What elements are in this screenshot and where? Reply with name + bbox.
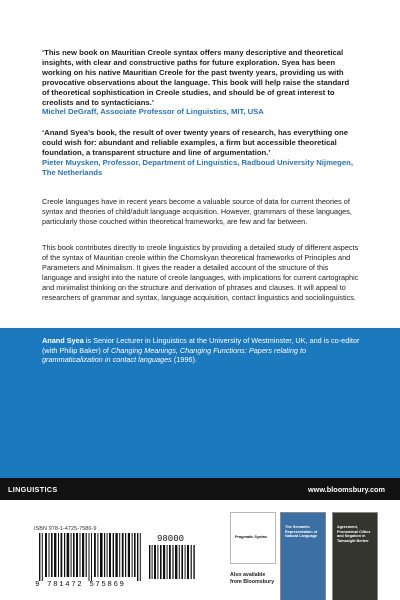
isbn-label: ISBN 978-1-4725-7586-9 — [34, 526, 97, 532]
related-book-title: Agreement, Pronominal Clitics and Negation in Tamazight Berber — [337, 525, 371, 543]
quote-text: ‘This new book on Mauritian Creole syntax offers many descriptive and theoretical insights, with clear and constructive paths for future exploration. Syea has been working on his native Mauritian Creole for the past twenty years, providing us with provocative observations about the language. This book will help raise the standard of theoretical sophistication in Creole studies, and should be of great interest to creolists and to syntacticians.’ — [42, 48, 350, 107]
barcode-digits: 9 781472 575869 — [35, 581, 126, 589]
review-quote-1 — [42, 48, 356, 117]
also-available-line-1: Also available — [230, 572, 266, 578]
barcode — [33, 533, 207, 591]
related-book-1[interactable] — [230, 512, 276, 564]
quote-text: ‘Anand Syea’s book, the result of over twenty years of research, has everything one could wish for: abundant and reliable examples, a firm but accessible theoretical foundation, a transparent structure and line of argumentation.’ — [42, 128, 349, 157]
description-paragraph-1: Creole languages have in recent years become a valuable source of data for current theories of syntax and theories of child/adult language acquisition. However, grammars of these languages, particularly those couched within theoretical frameworks, are few and far between. — [42, 197, 352, 226]
review-quote-2 — [42, 128, 356, 178]
related-book-title: Pragmatic Syntax — [235, 535, 267, 539]
publisher-url[interactable]: www.bloomsbury.com — [307, 485, 385, 494]
author-bio-end: (1996). — [171, 355, 197, 365]
also-available-label — [230, 572, 274, 586]
related-book-2[interactable] — [280, 512, 326, 600]
barcode-price-code: 98000 — [157, 534, 185, 544]
category-label: LINGUISTICS — [8, 485, 58, 494]
edited-book-title: Changing Meanings, Changing Functions: Papers relating to grammaticalization in contact languages — [42, 345, 307, 365]
description-paragraph-2: This book contributes directly to creole linguistics by providing a detailed study of different aspects of the syntax of Mauritian creole within the Chomskyan theoretical frameworks of Principles and Parameters and Minimalism. It gives the reader a detailed account of the structure of this language and insight into the nature of creole languages, with implications for current cartographic and minimalist thinking on the structure and derivation of phrases and clauses. It will appeal to researchers of grammar and syntax, language acquisition, contact linguistics and sociolinguistics. — [42, 243, 359, 302]
author-name: Anand Syea — [42, 336, 84, 345]
related-book-title: The Semantic Representation of Natural Language — [285, 525, 318, 539]
quote-attribution: Michel DeGraff, Associate Professor of Linguistics, MIT, USA — [42, 107, 264, 117]
also-available-line-2: from Bloomsbury — [230, 579, 275, 585]
related-book-3[interactable] — [332, 512, 378, 600]
author-bio — [42, 336, 362, 365]
quote-attribution: Pieter Muysken, Professor, Department of Linguistics, Radboud University Nijmegen, The Netherlands — [42, 157, 353, 177]
author-bio-text: is Senior Lecturer in Linguistics at the University of Westminster, UK, and is co-editor (with Philip Baker) of — [42, 336, 360, 355]
